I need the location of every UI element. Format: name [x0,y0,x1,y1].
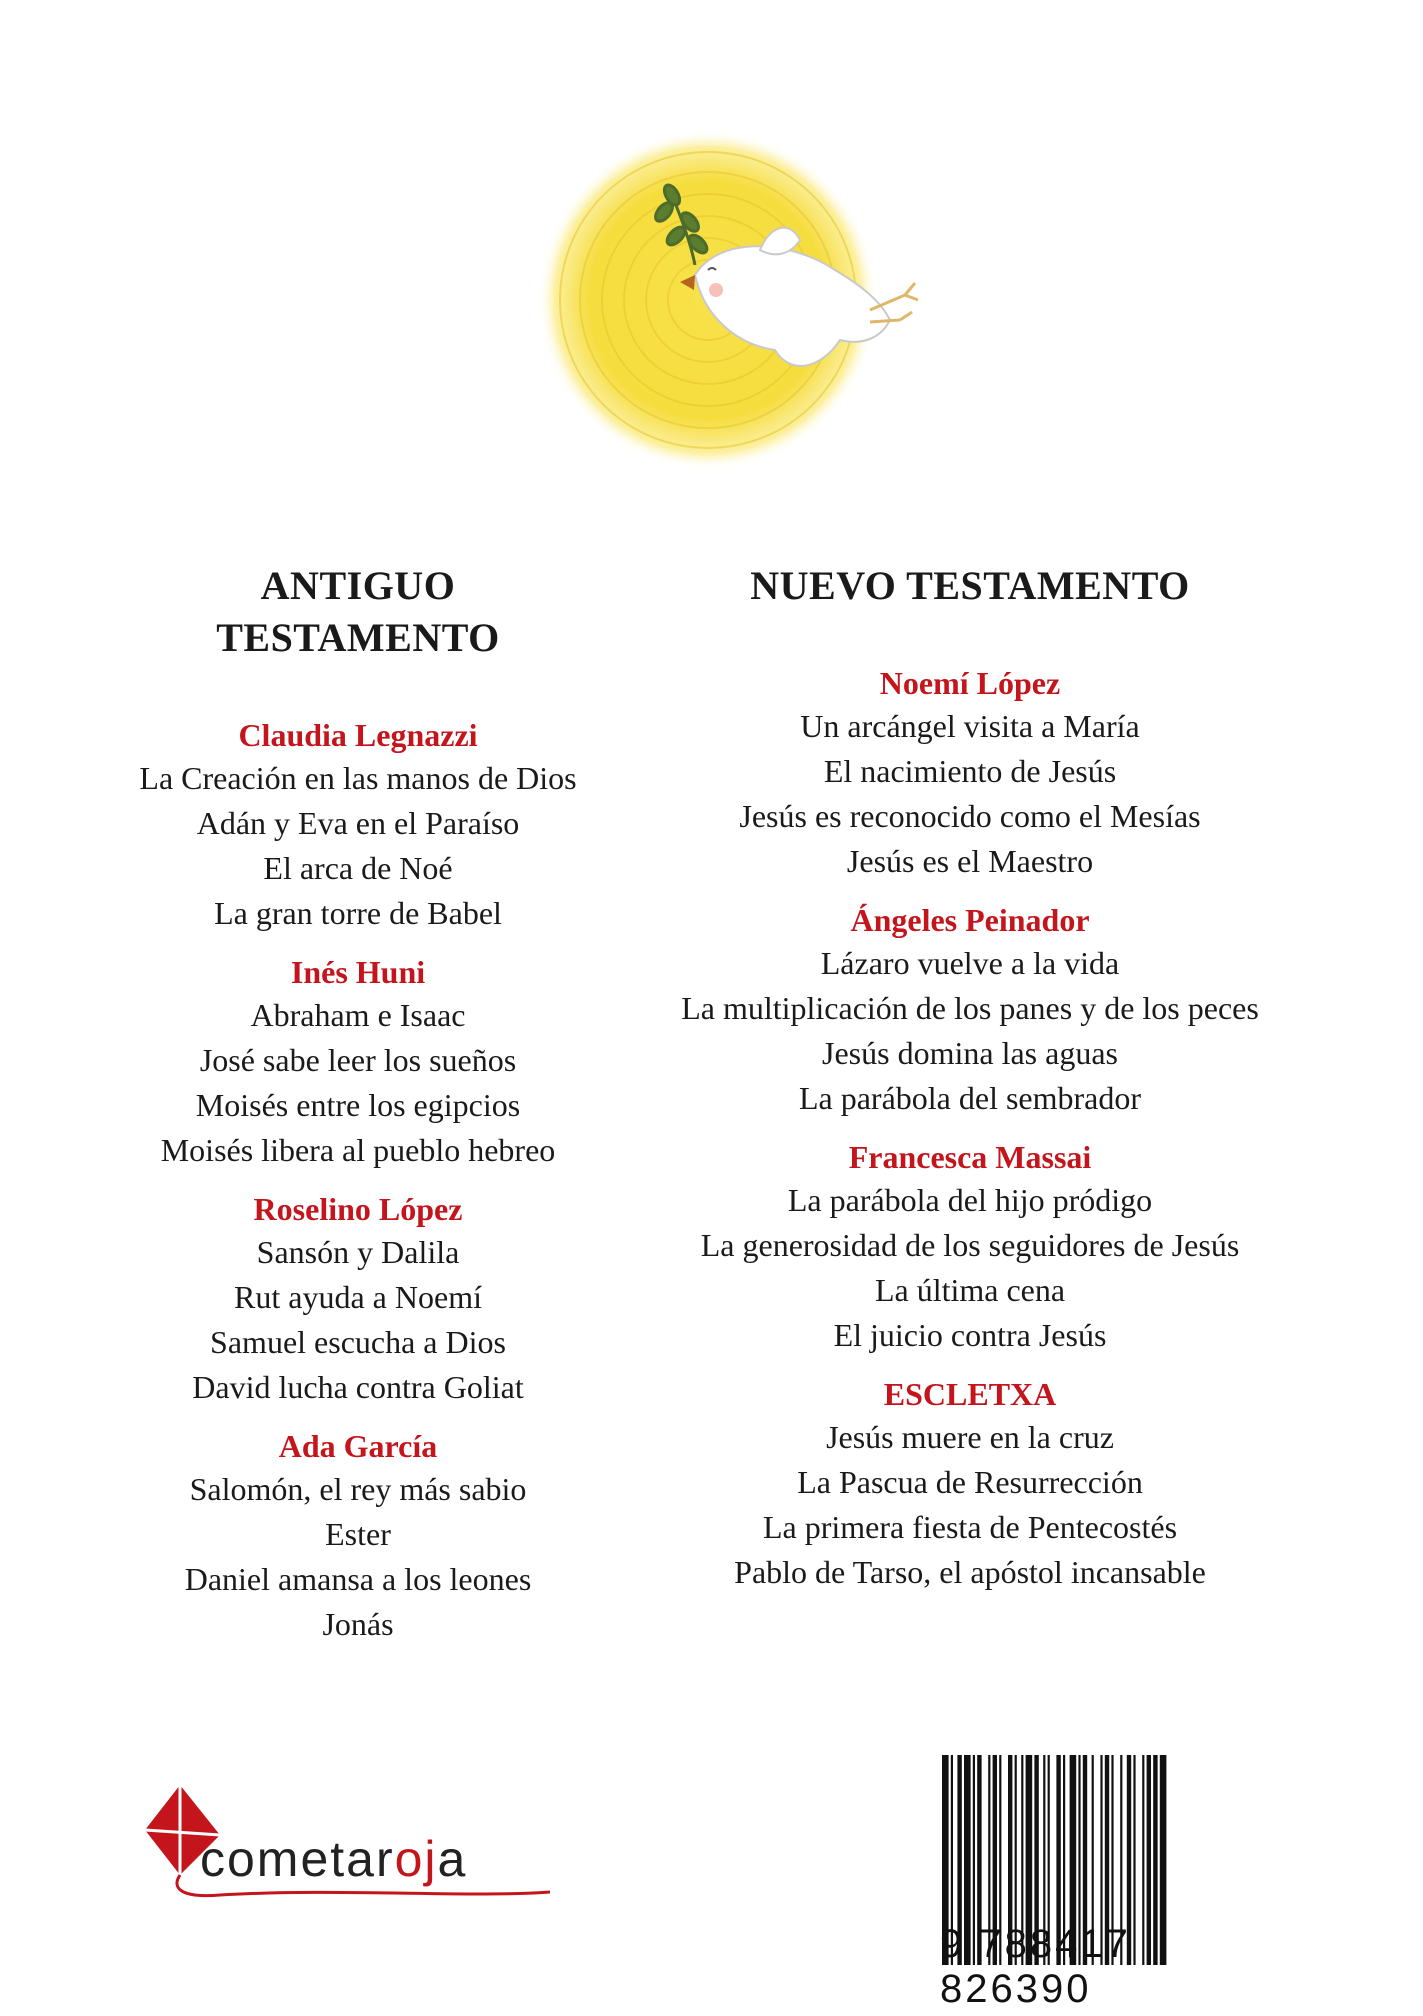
story-title: La parábola del hijo pródigo [787,1182,1153,1218]
old-testament-heading: ANTIGUO TESTAMENTO [216,563,500,660]
author-name: ESCLETXA [883,1376,1057,1412]
old-testament-column [118,560,598,1662]
story-title: Moisés libera al pueblo hebreo [160,1132,556,1168]
author-name: Francesca Massai [848,1139,1092,1175]
story-title: Sansón y Dalila [256,1234,460,1270]
story-title: La generosidad de los seguidores de Jesús [700,1227,1240,1263]
author-name: Ángeles Peinador [850,902,1090,938]
story-title: La parábola del sembrador [798,1080,1142,1116]
story-title: La Pascua de Resurrección [797,1464,1143,1500]
story-title: La gran torre de Babel [214,895,502,931]
story-title: Abraham e Isaac [250,997,466,1033]
author-name: Noemí López [879,665,1061,701]
new-testament-heading: NUEVO TESTAMENTO [750,563,1190,608]
story-title: La Creación en las manos de Dios [139,760,577,796]
story-title: Adán y Eva en el Paraíso [196,805,520,841]
author-group [660,899,1280,1121]
story-title: Ester [325,1516,391,1552]
author-name: Claudia Legnazzi [238,717,478,753]
story-title: Jesús muere en la cruz [826,1419,1114,1455]
story-title: Pablo de Tarso, el apóstol incansable [734,1554,1206,1590]
story-title: Salomón, el rey más sabio [189,1471,527,1507]
story-title: El juicio contra Jesús [833,1317,1107,1353]
author-group [118,951,598,1173]
story-title: La última cena [874,1272,1066,1308]
new-testament-column [660,560,1280,1610]
story-title: Lázaro vuelve a la vida [820,945,1120,981]
story-title: Un arcángel visita a María [800,708,1140,744]
author-group [118,714,598,936]
story-title: David lucha contra Goliat [192,1369,524,1405]
story-title: Jesús es el Maestro [846,843,1094,879]
author-name: Roselino López [253,1191,463,1227]
author-group [118,1425,598,1647]
story-title: El arca de Noé [263,850,453,886]
dove-sun-illustration [0,0,1423,520]
author-group [118,1188,598,1410]
story-title: La multiplicación de los panes y de los peces [681,990,1259,1026]
story-title: Moisés entre los egipcios [195,1087,521,1123]
isbn-number: 9 788417 826390 [940,1922,1131,2011]
story-title: Samuel escucha a Dios [210,1324,506,1360]
author-group [660,1373,1280,1595]
story-title: Rut ayuda a Noemí [234,1279,482,1315]
story-title: El nacimiento de Jesús [823,753,1117,789]
author-group [660,1136,1280,1358]
story-title: La primera fiesta de Pentecostés [762,1509,1178,1545]
story-title: Jonás [322,1606,394,1642]
story-title: Jesús domina las aguas [822,1035,1118,1071]
author-name: Inés Huni [290,954,426,990]
author-name: Ada García [278,1428,438,1464]
author-group [660,662,1280,884]
story-title: Jesús es reconocido como el Mesías [739,798,1201,834]
story-title: Daniel amansa a los leones [184,1561,532,1597]
story-title: José sabe leer los sueños [199,1042,517,1078]
publisher-logo-text: cometaroja [200,1831,468,1887]
